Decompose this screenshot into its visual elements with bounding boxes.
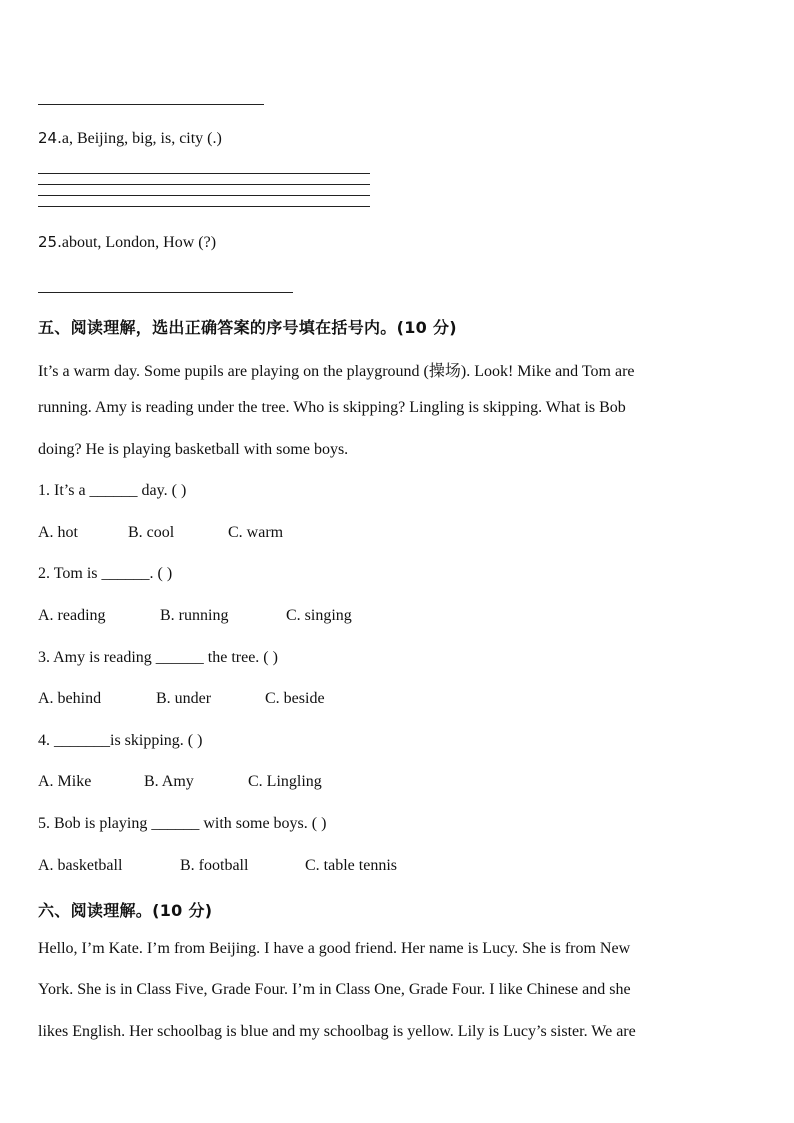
question-3-stem: 3. Amy is reading ______ the tree. ( ) — [38, 649, 278, 666]
section-5-passage-line-3: doing? He is playing basketball with some boys. — [38, 441, 349, 458]
section-6-heading: 六、阅读理解。(10 分) — [38, 901, 213, 920]
writing-line-1 — [38, 173, 370, 174]
section-6-passage-line-2: York. She is in Class Five, Grade Four. I’m in Class One, Grade Four. I like Chinese and she — [38, 981, 631, 998]
question-2-option-c[interactable]: C. singing — [286, 607, 352, 624]
question-25-text: about, London, How (?) — [61, 234, 217, 251]
question-3-option-a[interactable]: A. behind — [38, 690, 102, 707]
question-4-option-c[interactable]: C. Lingling — [248, 773, 322, 790]
question-24 — [38, 129, 222, 148]
question-25 — [38, 233, 216, 252]
question-1-stem: 1. It’s a ______ day. ( ) — [38, 482, 187, 499]
section-6-passage-line-3: likes English. Her schoolbag is blue and my schoolbag is yellow. Lily is Lucy’s sister. We are — [38, 1023, 636, 1040]
question-1-option-a[interactable]: A. hot — [38, 524, 78, 541]
question-4-option-b[interactable]: B. Amy — [144, 773, 194, 790]
question-24-number: 24. — [38, 129, 62, 147]
section-5-passage-line-2: running. Amy is reading under the tree. Who is skipping? Lingling is skipping. What is Bob — [38, 399, 626, 416]
question-4-option-a[interactable]: A. Mike — [38, 773, 92, 790]
section-5-heading: 五、阅读理解，选出正确答案的序号填在括号内。(10 分) — [38, 318, 457, 337]
writing-line-4 — [38, 206, 370, 207]
question-5-option-c[interactable]: C. table tennis — [305, 857, 397, 874]
question-2-option-b[interactable]: B. running — [160, 607, 229, 624]
question-24-text: a, Beijing, big, is, city (.) — [61, 130, 222, 147]
question-5-stem: 5. Bob is playing ______ with some boys. ( ) — [38, 815, 327, 832]
question-3-option-b[interactable]: B. under — [156, 690, 212, 707]
question-1-option-b[interactable]: B. cool — [128, 524, 175, 541]
question-4-stem: 4. _______is skipping. ( ) — [38, 732, 203, 749]
writing-line-3 — [38, 195, 370, 196]
writing-line-2 — [38, 184, 370, 185]
answer-line-25 — [38, 292, 293, 293]
section-5-passage-line-1: It’s a warm day. Some pupils are playing on the playground (操场). Look! Mike and Tom are — [38, 363, 635, 380]
section-6-passage-line-1: Hello, I’m Kate. I’m from Beijing. I have a good friend. Her name is Lucy. She is from New — [38, 940, 631, 957]
question-25-number: 25. — [38, 233, 62, 251]
question-2-stem: 2. Tom is ______. ( ) — [38, 565, 173, 582]
answer-line-23 — [38, 104, 264, 105]
question-3-option-c[interactable]: C. beside — [265, 690, 325, 707]
question-2-option-a[interactable]: A. reading — [38, 607, 106, 624]
question-1-option-c[interactable]: C. warm — [228, 524, 284, 541]
question-5-option-a[interactable]: A. basketball — [38, 857, 123, 874]
question-5-option-b[interactable]: B. football — [180, 857, 249, 874]
